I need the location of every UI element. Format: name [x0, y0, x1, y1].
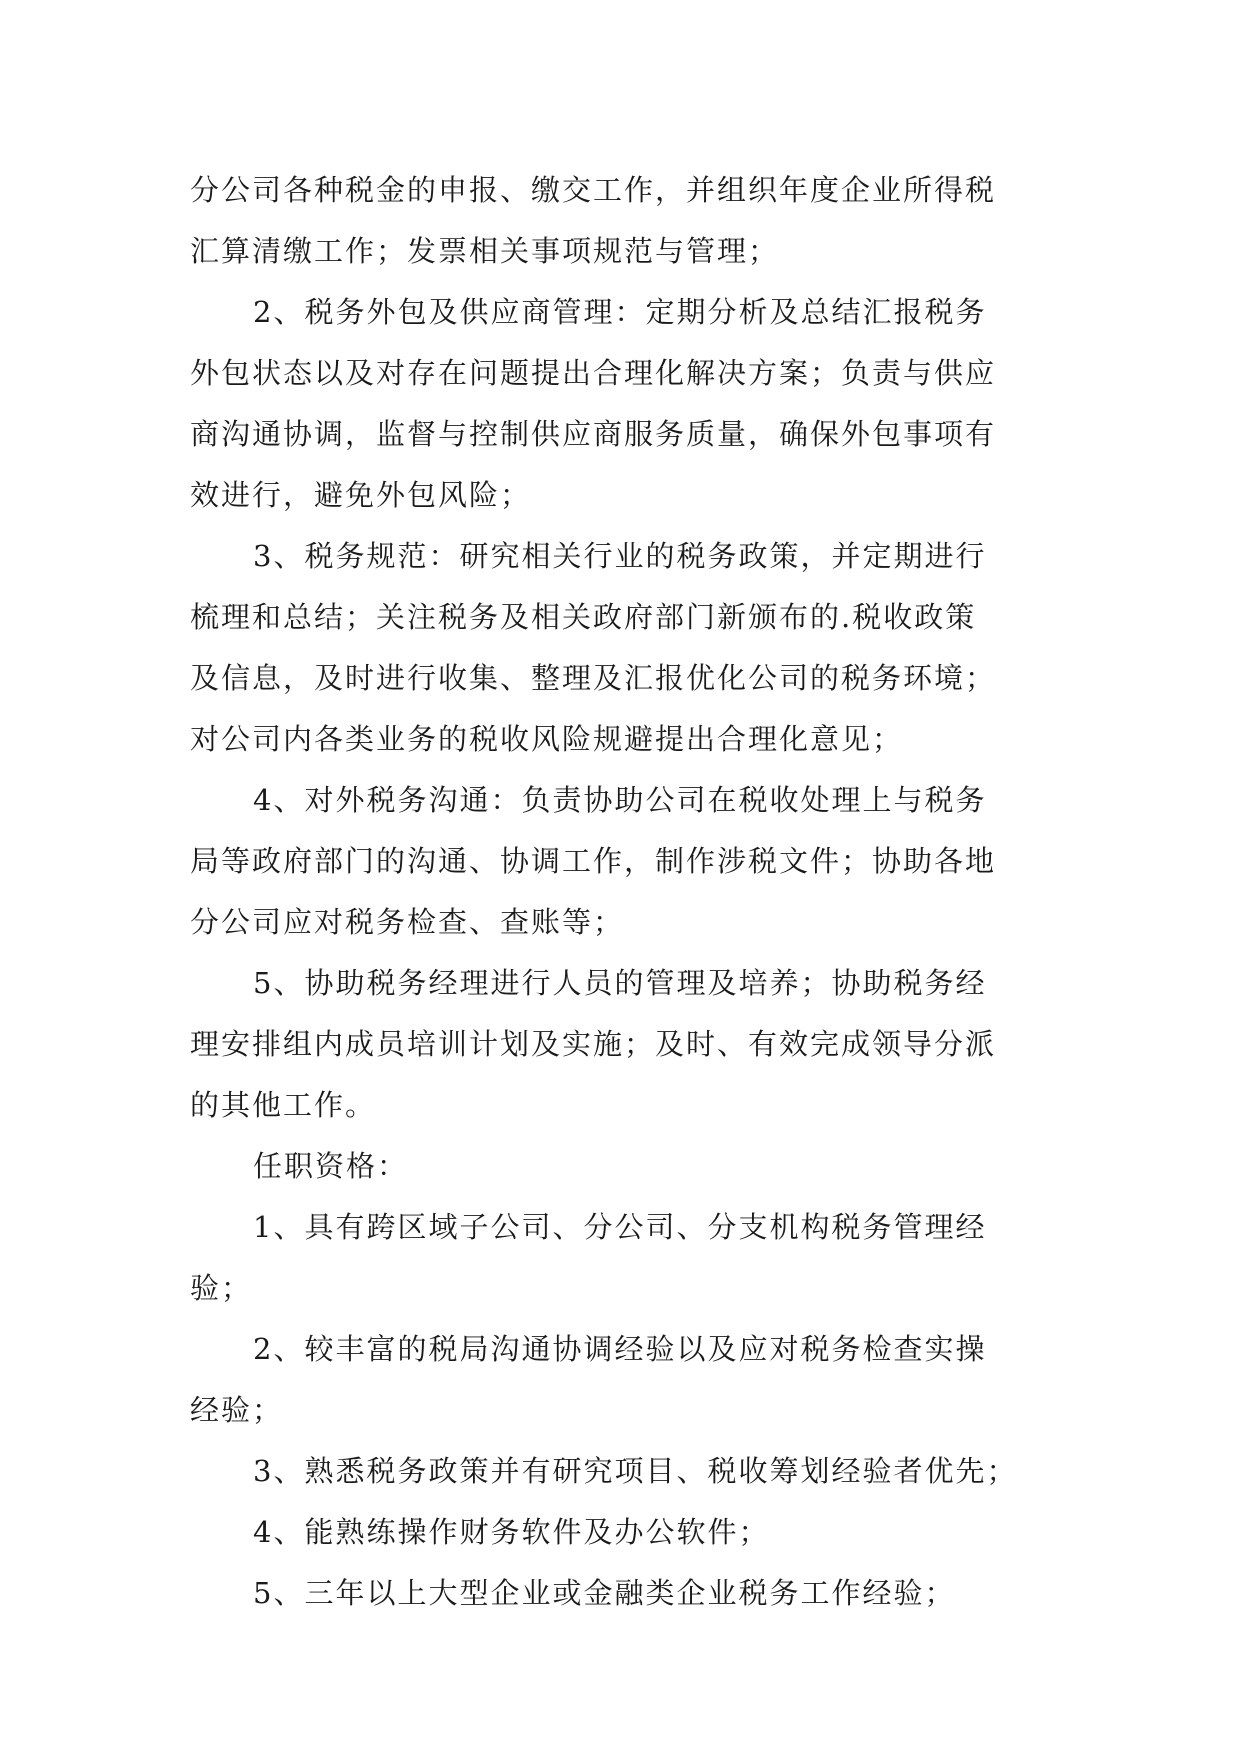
text-line: 效进行，避免外包风险； — [190, 478, 532, 512]
paragraph — [190, 526, 1070, 770]
text-line: 2、较丰富的税局沟通协调经验以及应对税务检查实操 — [253, 1332, 987, 1366]
text-line: 1、具有跨区域子公司、分公司、分支机构税务管理经 — [253, 1210, 987, 1244]
paragraph — [190, 1319, 1070, 1441]
text-line: 及信息，及时进行收集、整理及汇报优化公司的税务环境； — [190, 661, 997, 695]
text-line: 理安排组内成员培训计划及实施；及时、有效完成领导分派 — [190, 1027, 997, 1061]
paragraph — [190, 770, 1070, 953]
paragraph — [190, 160, 1070, 282]
text-line: 任职资格： — [253, 1149, 409, 1183]
text-line: 5、协助税务经理进行人员的管理及培养；协助税务经 — [253, 966, 987, 1000]
text-line: 4、能熟练操作财务软件及办公软件； — [253, 1515, 770, 1549]
paragraph — [190, 1441, 1070, 1502]
paragraph — [190, 953, 1070, 1136]
text-line: 4、对外税务沟通：负责协助公司在税收处理上与税务 — [253, 783, 987, 817]
text-line: 对公司内各类业务的税收风险规避提出合理化意见； — [190, 722, 904, 756]
text-line: 2、税务外包及供应商管理：定期分析及总结汇报税务 — [253, 295, 987, 329]
paragraph — [190, 1136, 1070, 1197]
text-line: 的其他工作。 — [190, 1088, 377, 1122]
text-line: 分公司各种税金的申报、缴交工作，并组织年度企业所得税 — [190, 173, 997, 207]
text-line: 外包状态以及对存在问题提出合理化解决方案；负责与供应 — [190, 356, 997, 390]
text-line: 经验； — [190, 1393, 284, 1427]
text-line: 分公司应对税务检查、查账等； — [190, 905, 625, 939]
paragraph — [190, 1563, 1070, 1624]
text-line: 局等政府部门的沟通、协调工作，制作涉税文件；协助各地 — [190, 844, 997, 878]
text-line: 梳理和总结；关注税务及相关政府部门新颁布的.税收政策 — [190, 600, 977, 634]
paragraph — [190, 1502, 1070, 1563]
paragraph — [190, 1197, 1070, 1319]
text-line: 5、三年以上大型企业或金融类企业税务工作经验； — [253, 1576, 956, 1610]
text-line: 3、熟悉税务政策并有研究项目、税收筹划经验者优先； — [253, 1454, 1018, 1488]
text-line: 3、税务规范：研究相关行业的税务政策，并定期进行 — [253, 539, 987, 573]
text-line: 验； — [190, 1271, 253, 1305]
document-body — [190, 160, 1070, 1624]
text-line: 汇算清缴工作；发票相关事项规范与管理； — [190, 234, 780, 268]
text-line: 商沟通协调，监督与控制供应商服务质量，确保外包事项有 — [190, 417, 997, 451]
paragraph — [190, 282, 1070, 526]
